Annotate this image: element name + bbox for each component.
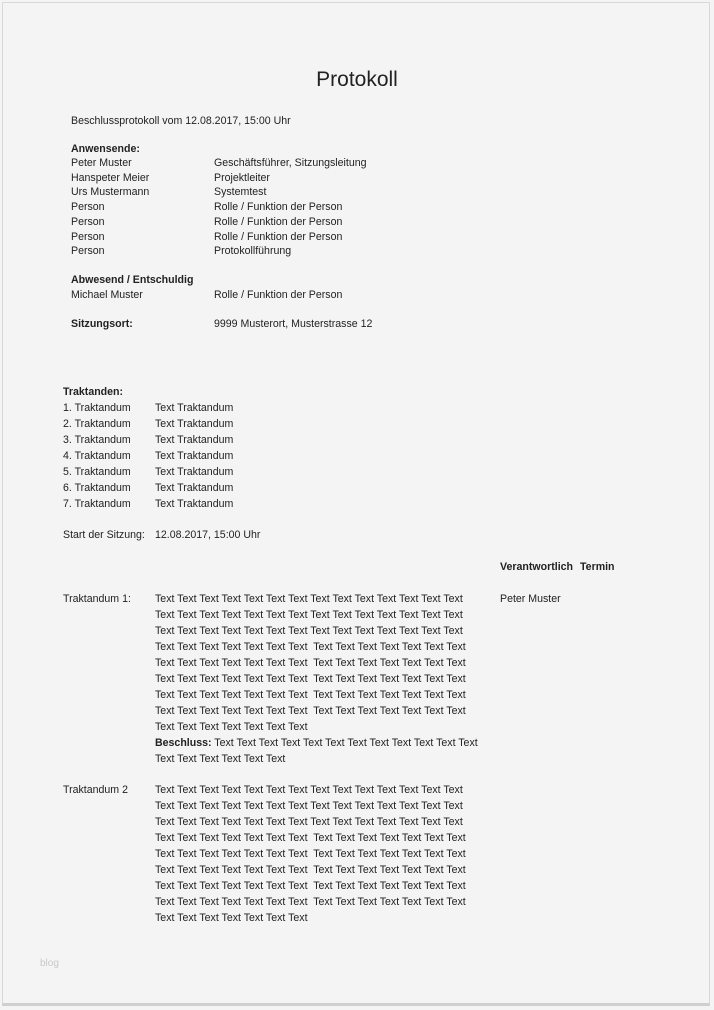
- start-value: 12.08.2017, 15:00 Uhr: [155, 529, 261, 541]
- item-text-line: Text Text Text Text Text Text Text Text Text Text Text Text Text Text: [155, 609, 463, 621]
- item-text-line: Text Text Text Text Text Text Text Text Text Text Text Text Text Text: [155, 641, 466, 653]
- attendee-name: Person: [71, 245, 105, 258]
- item-text-line: Text Text Text Text Text Text Text: [155, 912, 308, 924]
- attendee-name: Hanspeter Meier: [71, 171, 150, 184]
- agenda-text: Text Traktandum: [155, 466, 234, 478]
- location-label: Sitzungsort:: [71, 318, 133, 330]
- item-text-line: Text Text Text Text Text Text Text Text Text Text Text Text Text Text: [155, 673, 466, 685]
- absent-heading: Abwesend / Entschuldig: [71, 274, 194, 286]
- absent-role: Rolle / Funktion der Person: [214, 289, 343, 301]
- item-text-line: Text Text Text Text Text Text Text Text Text Text Text Text Text Text: [155, 705, 466, 717]
- attendee-name: Person: [71, 230, 105, 243]
- decision-line: [155, 736, 478, 750]
- item-label: Traktandum 1:: [63, 593, 131, 605]
- present-heading: Anwensende:: [71, 143, 140, 155]
- attendee-role: Rolle / Funktion der Person: [214, 215, 343, 228]
- item-text-line: Text Text Text Text Text Text Text Text Text Text Text Text Text Text: [155, 880, 466, 892]
- item-text-line: Text Text Text Text Text Text Text Text Text Text Text Text Text Text: [155, 864, 466, 876]
- agenda-number: 4. Traktandum: [63, 450, 131, 462]
- decision-text: Text Text Text Text Text Text Text Text Text Text Text Text: [211, 737, 478, 749]
- agenda-text: Text Traktandum: [155, 498, 234, 510]
- subtitle: Beschlussprotokoll vom 12.08.2017, 15:00 Uhr: [71, 115, 291, 127]
- item-text-line: Text Text Text Text Text Text Text Text Text Text Text Text Text Text: [155, 689, 466, 701]
- attendee-role: Projektleiter: [214, 171, 270, 184]
- item-text-line: Text Text Text Text Text Text Text Text Text Text Text Text Text Text: [155, 848, 466, 860]
- agenda-number: 5. Traktandum: [63, 466, 131, 478]
- attendee-role: Protokollführung: [214, 245, 292, 258]
- item-text-line: Text Text Text Text Text Text Text Text Text Text Text Text Text Text: [155, 784, 463, 796]
- decision-label: Beschluss:: [155, 737, 212, 749]
- agenda-text: Text Traktandum: [155, 482, 234, 494]
- decision-text-line: Text Text Text Text Text Text: [155, 753, 286, 765]
- item-responsible: Peter Muster: [500, 593, 561, 605]
- attendee-role: Rolle / Funktion der Person: [214, 201, 343, 214]
- absent-name: Michael Muster: [71, 289, 143, 301]
- attendee-name: Urs Mustermann: [71, 186, 150, 199]
- agenda-number: 7. Traktandum: [63, 498, 131, 510]
- page-title: Protokoll: [316, 68, 398, 91]
- start-label: Start der Sitzung:: [63, 529, 145, 541]
- watermark: blog: [40, 958, 59, 969]
- item-text-line: Text Text Text Text Text Text Text Text Text Text Text Text Text Text: [155, 832, 466, 844]
- agenda-number: 3. Traktandum: [63, 434, 131, 446]
- item-text-line: Text Text Text Text Text Text Text Text Text Text Text Text Text Text: [155, 625, 463, 637]
- item-text-line: Text Text Text Text Text Text Text Text Text Text Text Text Text Text: [155, 593, 463, 605]
- attendee-role: Geschäftsführer, Sitzungsleitung: [214, 157, 367, 169]
- item-text-line: Text Text Text Text Text Text Text Text Text Text Text Text Text Text: [155, 816, 463, 828]
- agenda-number: 1. Traktandum: [63, 402, 131, 414]
- agenda-text: Text Traktandum: [155, 434, 234, 446]
- agenda-number: 2. Traktandum: [63, 418, 131, 430]
- attendee-name: Peter Muster: [71, 157, 132, 169]
- attendee-name: Person: [71, 215, 105, 228]
- attendee-role: Rolle / Funktion der Person: [214, 230, 343, 243]
- column-deadline: Termin: [580, 561, 615, 573]
- agenda-text: Text Traktandum: [155, 450, 234, 462]
- attendee-name: Person: [71, 201, 105, 214]
- agenda-number: 6. Traktandum: [63, 482, 131, 494]
- location-value: 9999 Musterort, Musterstrasse 12: [214, 318, 373, 330]
- attendee-role: Systemtest: [214, 186, 267, 199]
- agenda-text: Text Traktandum: [155, 418, 234, 430]
- item-text-line: Text Text Text Text Text Text Text: [155, 721, 308, 733]
- item-text-line: Text Text Text Text Text Text Text Text Text Text Text Text Text Text: [155, 800, 463, 812]
- column-responsible: Verantwortlich: [500, 561, 573, 573]
- item-label: Traktandum 2: [63, 784, 128, 796]
- item-text-line: Text Text Text Text Text Text Text Text Text Text Text Text Text Text: [155, 657, 466, 669]
- agenda-text: Text Traktandum: [155, 402, 234, 414]
- item-text-line: Text Text Text Text Text Text Text Text Text Text Text Text Text Text: [155, 896, 466, 908]
- agenda-heading: Traktanden:: [63, 386, 124, 398]
